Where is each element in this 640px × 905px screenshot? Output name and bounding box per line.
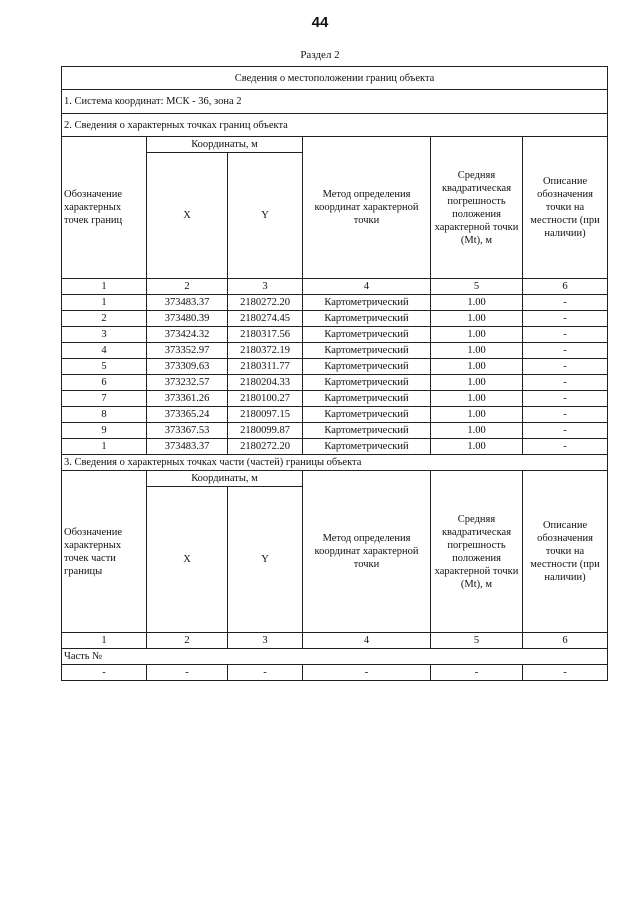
point-y: 2180274.45 xyxy=(228,311,303,327)
point-y: 2180204.33 xyxy=(228,375,303,391)
point-method: Картометрический xyxy=(303,343,431,359)
table-row xyxy=(62,359,608,375)
point-description: - xyxy=(523,311,608,327)
point-y: 2180272.20 xyxy=(228,295,303,311)
point-description: - xyxy=(523,375,608,391)
point-x: 373352.97 xyxy=(147,343,228,359)
point-id: 4 xyxy=(62,343,147,359)
point-accuracy: 1.00 xyxy=(431,295,523,311)
table-row xyxy=(62,295,608,311)
header-y: Y xyxy=(228,153,303,279)
point-id: 9 xyxy=(62,423,147,439)
header-method: Метод определения координат характерной точки xyxy=(303,471,431,633)
column-number: 6 xyxy=(523,633,608,649)
point-method: Картометрический xyxy=(303,359,431,375)
point-y: 2180100.27 xyxy=(228,391,303,407)
part-cell: - xyxy=(431,665,523,681)
point-id: 6 xyxy=(62,375,147,391)
point-method: Картометрический xyxy=(303,423,431,439)
point-accuracy: 1.00 xyxy=(431,439,523,455)
header-x: X xyxy=(147,153,228,279)
point-id: 5 xyxy=(62,359,147,375)
point-y: 2180372.19 xyxy=(228,343,303,359)
point-description: - xyxy=(523,327,608,343)
header-y: Y xyxy=(228,487,303,633)
boundary-table xyxy=(61,66,608,681)
column-number: 4 xyxy=(303,279,431,295)
table-row xyxy=(62,375,608,391)
table-row xyxy=(62,439,608,455)
column-number: 3 xyxy=(228,633,303,649)
point-x: 373424.32 xyxy=(147,327,228,343)
header-x: X xyxy=(147,487,228,633)
point-accuracy: 1.00 xyxy=(431,375,523,391)
point-method: Картометрический xyxy=(303,295,431,311)
header-description: Описание обозначения точки на местности (при наличии) xyxy=(523,471,608,633)
column-number: 3 xyxy=(228,279,303,295)
part-cell: - xyxy=(147,665,228,681)
table-row xyxy=(62,665,608,681)
point-accuracy: 1.00 xyxy=(431,359,523,375)
column-number: 1 xyxy=(62,279,147,295)
point-x: 373483.37 xyxy=(147,439,228,455)
header-coords: Координаты, м xyxy=(147,471,303,487)
table-row xyxy=(62,311,608,327)
point-id: 7 xyxy=(62,391,147,407)
point-accuracy: 1.00 xyxy=(431,311,523,327)
column-number: 4 xyxy=(303,633,431,649)
header-part-point-id: Обозначение характерных точек части границы xyxy=(62,471,147,633)
part-cell: - xyxy=(303,665,431,681)
point-y: 2180272.20 xyxy=(228,439,303,455)
point-method: Картометрический xyxy=(303,439,431,455)
column-number: 5 xyxy=(431,633,523,649)
column-number: 5 xyxy=(431,279,523,295)
point-x: 373232.57 xyxy=(147,375,228,391)
point-accuracy: 1.00 xyxy=(431,343,523,359)
point-x: 373309.63 xyxy=(147,359,228,375)
part-cell: - xyxy=(523,665,608,681)
table-row xyxy=(62,391,608,407)
point-x: 373483.37 xyxy=(147,295,228,311)
point-x: 373367.53 xyxy=(147,423,228,439)
point-id: 1 xyxy=(62,439,147,455)
point-description: - xyxy=(523,407,608,423)
column-number: 2 xyxy=(147,279,228,295)
point-y: 2180317.56 xyxy=(228,327,303,343)
point-id: 2 xyxy=(62,311,147,327)
point-description: - xyxy=(523,439,608,455)
part-label: Часть № xyxy=(62,649,608,665)
point-id: 8 xyxy=(62,407,147,423)
header-accuracy: Средняя квадратическая погрешность положения характерной точки (Mt), м xyxy=(431,471,523,633)
point-y: 2180097.15 xyxy=(228,407,303,423)
coord-system: 1. Система координат: МСК - 36, зона 2 xyxy=(62,90,608,114)
point-accuracy: 1.00 xyxy=(431,407,523,423)
points-section-title: 2. Сведения о характерных точках границ объекта xyxy=(62,114,608,137)
point-accuracy: 1.00 xyxy=(431,391,523,407)
point-description: - xyxy=(523,295,608,311)
point-method: Картометрический xyxy=(303,407,431,423)
column-number: 2 xyxy=(147,633,228,649)
point-id: 3 xyxy=(62,327,147,343)
point-description: - xyxy=(523,343,608,359)
table-title: Сведения о местоположении границ объекта xyxy=(62,67,608,90)
table-row xyxy=(62,407,608,423)
column-numbers-row xyxy=(62,633,608,649)
header-description: Описание обозначения точки на местности (при наличии) xyxy=(523,137,608,279)
point-method: Картометрический xyxy=(303,327,431,343)
column-numbers-row xyxy=(62,279,608,295)
header-method: Метод определения координат характерной точки xyxy=(303,137,431,279)
part-cell: - xyxy=(228,665,303,681)
point-method: Картометрический xyxy=(303,375,431,391)
point-y: 2180099.87 xyxy=(228,423,303,439)
point-method: Картометрический xyxy=(303,311,431,327)
header-coords: Координаты, м xyxy=(147,137,303,153)
point-description: - xyxy=(523,423,608,439)
table-row xyxy=(62,343,608,359)
point-x: 373480.39 xyxy=(147,311,228,327)
part-cell: - xyxy=(62,665,147,681)
parts-section-title: 3. Сведения о характерных точках части (частей) границы объекта xyxy=(62,455,608,471)
point-accuracy: 1.00 xyxy=(431,327,523,343)
point-accuracy: 1.00 xyxy=(431,423,523,439)
header-point-id: Обозначение характерных точек границ xyxy=(62,137,147,279)
point-description: - xyxy=(523,391,608,407)
point-id: 1 xyxy=(62,295,147,311)
point-x: 373365.24 xyxy=(147,407,228,423)
page-number: 44 xyxy=(311,14,329,31)
point-x: 373361.26 xyxy=(147,391,228,407)
column-number: 1 xyxy=(62,633,147,649)
table-row xyxy=(62,327,608,343)
section-label: Раздел 2 xyxy=(300,49,340,61)
column-number: 6 xyxy=(523,279,608,295)
point-y: 2180311.77 xyxy=(228,359,303,375)
header-accuracy: Средняя квадратическая погрешность положения характерной точки (Mt), м xyxy=(431,137,523,279)
point-description: - xyxy=(523,359,608,375)
table-row xyxy=(62,423,608,439)
point-method: Картометрический xyxy=(303,391,431,407)
